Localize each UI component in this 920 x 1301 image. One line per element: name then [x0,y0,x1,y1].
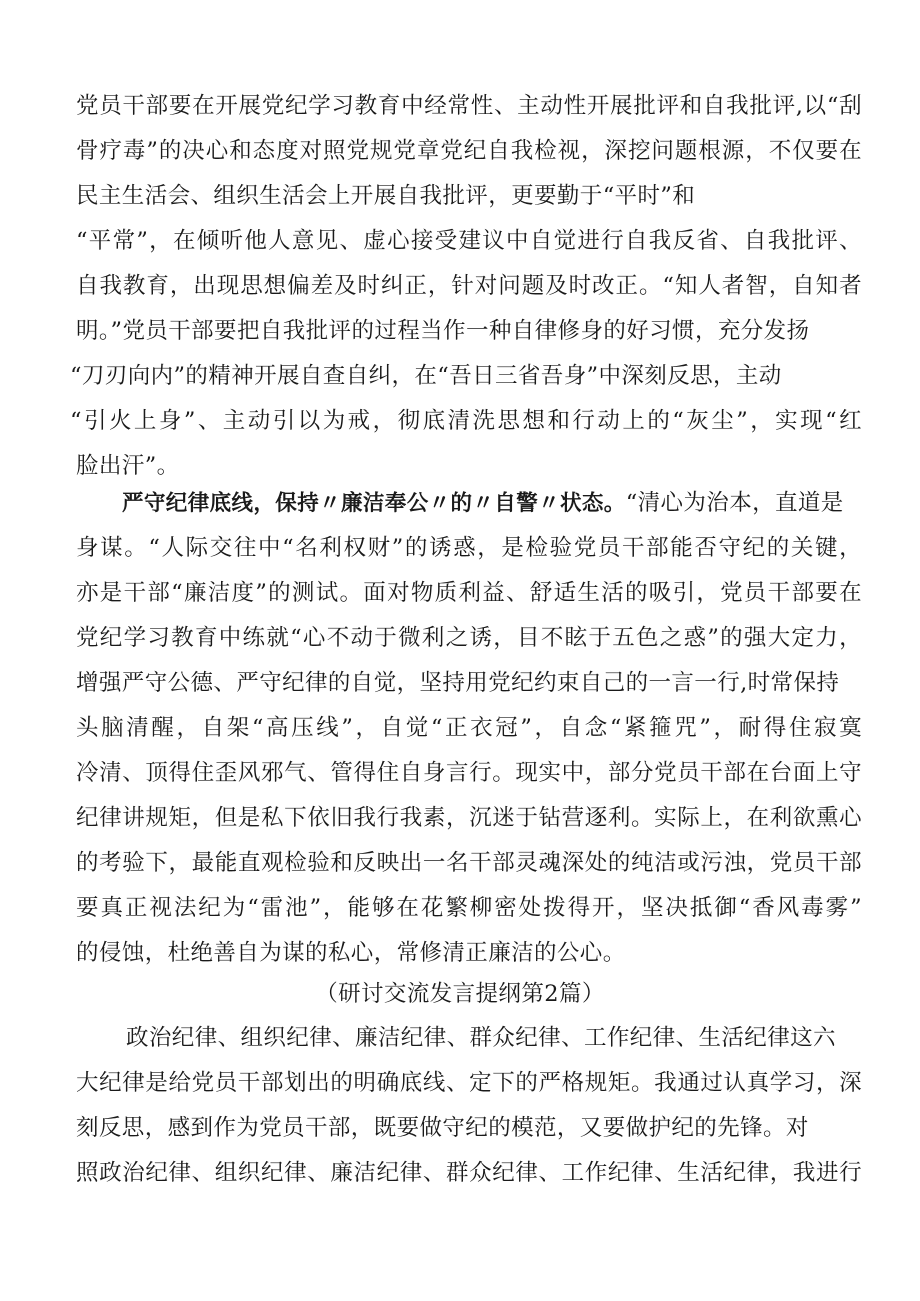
paragraph-line: 的侵蚀，杜绝善自为谋的私心，常修清正廉洁的公心。 [76,940,626,966]
paragraph-line: 政治纪律、组织纪律、廉洁纪律、群众纪律、工作纪律、生活纪律这六 [126,1025,836,1051]
paragraph-line: 照政治纪律、组织纪律、廉洁纪律、群众纪律、工作纪律、生活纪律，我进行 [76,1160,862,1186]
paragraph-line: 头脑清醒，自架“高压线”，自觉“正衣冠”，自念“紧箍咒”，耐得住寂寞 [76,715,862,741]
paragraph-first-line [122,483,844,523]
paragraph-line: 要真正视法纪为“雷池”，能够在花繁柳密处拨得开，坚决抵御“香风毒雾” [76,895,862,921]
paragraph-line: 增强严守公德、严守纪律的自觉，坚持用党纪约束自己的一言一行,时常保持 [76,670,840,696]
paragraph-text: “清心为治本，直道是 [625,490,844,516]
paragraph-line: 党纪学习教育中练就“心不动于微利之诱，目不眩于五色之惑”的强大定力， [76,625,862,651]
paragraph-line: “引火上身”、主动引以为戒，彻底清洗思想和行动上的“灰尘”，实现“红 [70,408,862,434]
paragraph-line: “平常”，在倾听他人意见、虚心接受建议中自觉进行自我反省、自我批评、 [76,228,862,254]
paragraph-line: 纪律讲规矩，但是私下依旧我行我素，沉迷于钻营逐利。实际上，在利欲熏心 [76,805,862,831]
paragraph-line: 刻反思，感到作为党员干部，既要做守纪的模范，又要做护纪的先锋。对 [76,1115,809,1141]
paragraph-line: 大纪律是给党员干部划出的明确底线、定下的严格规矩。我通过认真学习，深 [76,1070,862,1096]
section-title: （研讨交流发言提纲第2篇） [315,981,605,1007]
paragraph-line: “刀刃向内”的精神开展自查自纠，在“吾日三省吾身”中深刻反思，主动 [70,363,782,389]
paragraph-line: 党员干部要在开展党纪学习教育中经常性、主动性开展批评和自我批评,以“刮 [76,93,862,119]
paragraph-line: 的考验下，最能直观检验和反映出一名干部灵魂深处的纯洁或污浊，党员干部 [76,850,862,876]
paragraph-line: 明。”党员干部要把自我批评的过程当作一种自律修身的好习惯，充分发扬 [76,318,810,344]
paragraph-line: 自我教育，出现思想偏差及时纠正，针对问题及时改正。“知人者智，自知者 [76,273,862,299]
paragraph-line: 冷清、顶得住歪风邪气、管得住自身言行。现实中，部分党员干部在台面上守 [76,760,862,786]
paragraph-line: 骨疗毒”的决心和态度对照党规党章党纪自我检视，深挖问题根源，不仅要在 [76,138,862,164]
section-heading-bold: 严守纪律底线，保持〃廉洁奉公〃的〃自警〃状态。 [122,491,626,516]
paragraph-line: 脸出汗”。 [76,453,180,479]
paragraph-line: 民主生活会、组织生活会上开展自我批评，更要勤于“平时”和 [76,183,696,209]
paragraph-line: 亦是干部“廉洁度”的测试。面对物质利益、舒适生活的吸引，党员干部要在 [76,580,862,606]
paragraph-line: 身谋。“人际交往中“名利权财”的诱惑，是检验党员干部能否守纪的关键， [76,535,862,561]
